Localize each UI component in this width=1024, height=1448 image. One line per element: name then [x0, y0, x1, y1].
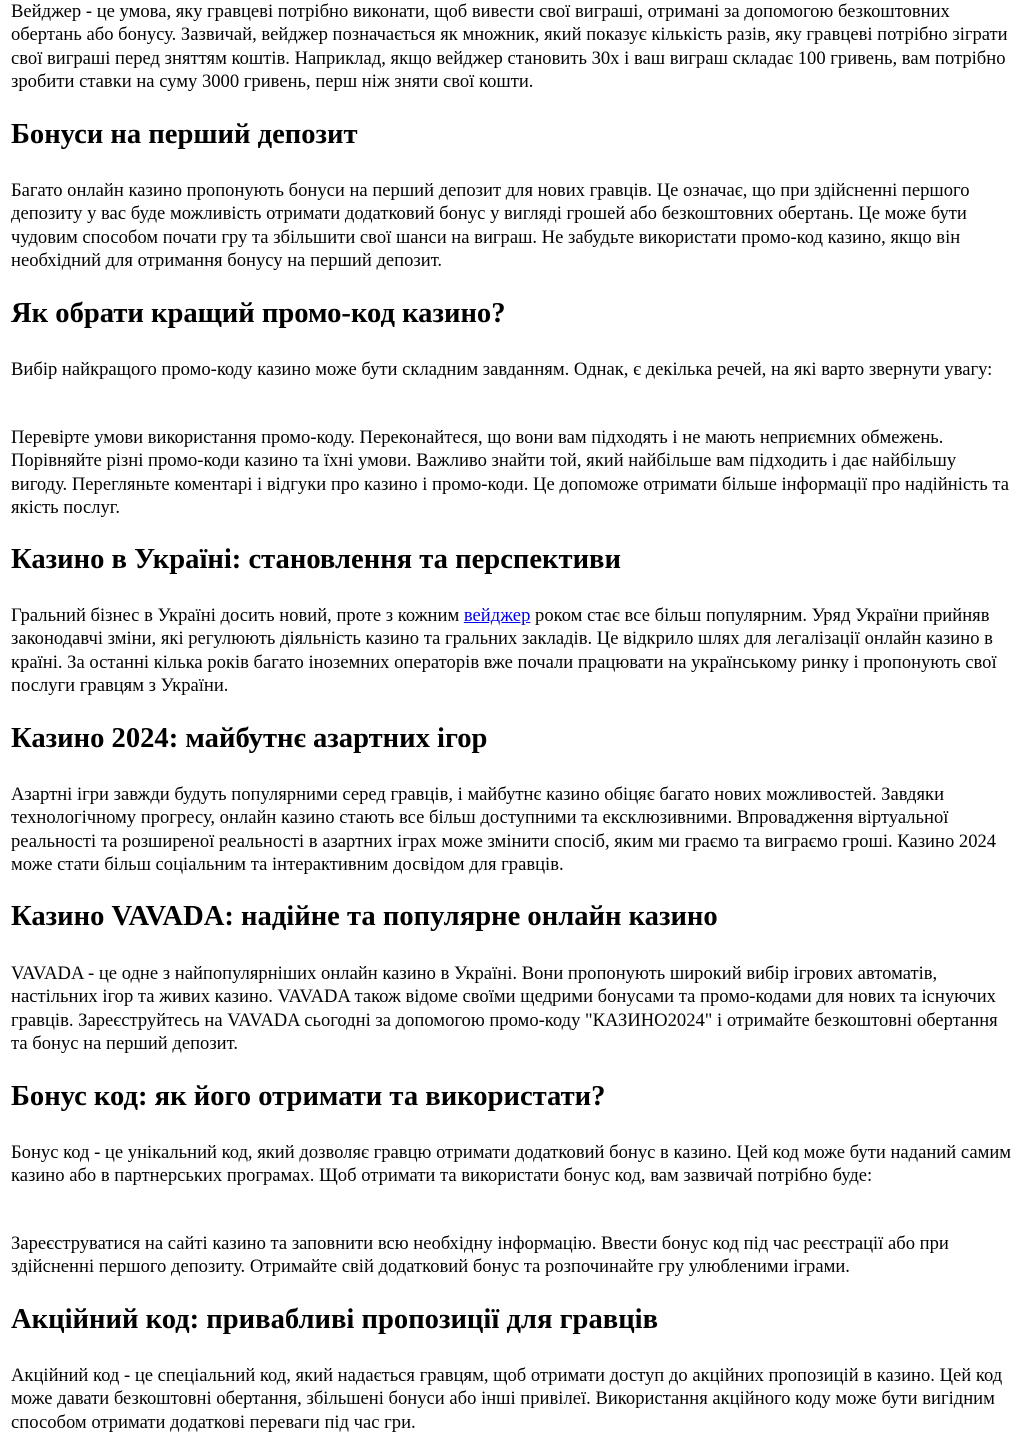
paragraph-first-deposit-bonus: Багато онлайн казино пропонують бонуси на перший депозит для нових гравців. Це означає, що при здійсненні першого депозиту у вас буде можливість отримати додатковий бонус у вигляді грошей або безкоштовних обертань. Це може бути чудовим способом почати гру та збільшити свої шанси на виграш. Не забудьте використати промо-код казино, якщо він необхідний для отримання бонусу на перший депозит.: [11, 180, 970, 272]
heading-casino-ukraine: Казино в Україні: становлення та перспективи: [11, 544, 621, 575]
wager-link[interactable]: вейджер: [463, 605, 531, 626]
paragraph-text-after-link: роком стає все більш популярним. Уряд України прийняв законодавчі зміни, які регулюють діяльність казино та гральних закладів. Це відкрило шлях для легалізації онлайн казино в країні. За останні кілька років багато іноземних операторів вже почали працювати на українському ринку і пропонують свої послуги гравцям з України.: [11, 605, 997, 697]
paragraph-casino-vavada: VAVADA - це одне з найпопулярніших онлайн казино в Україні. Вони пропонують широкий вибір ігрових автоматів, настільних ігор та живих казино. VAVADA також відоме своїми щедрими бонусами та промо-кодами для нових та існуючих гравців. Зареєструйтесь на VAVADA сьогодні за допомогою промо-коду "КАЗИНО2024" і отримайте безкоштовні обертання та бонус на перший депозит.: [11, 963, 998, 1055]
intro-paragraph: Вейджер - це умова, яку гравцеві потрібно виконати, щоб вивести свої виграші, отримані за допомогою безкоштовних обертань або бонусу. Зазвичай, вейджер позначається як множник, який показує кількість разів, яку гравцеві потрібно зіграти свої виграші перед зняттям коштів. Наприклад, якщо вейджер становить 30x і ваш виграш складає 100 гривень, вам потрібно зробити ставки на суму 3000 гривень, перш ніж зняти свої кошти.: [11, 1, 1008, 93]
heading-choose-promo-code: Як обрати кращий промо-код казино?: [11, 298, 506, 329]
paragraph-choose-promo-code-intro: Вибір найкращого промо-коду казино може бути складним завданням. Однак, є декілька речей, на які варто звернути увагу:: [11, 359, 993, 380]
heading-promo-code: Акційний код: привабливі пропозиції для гравців: [11, 1304, 659, 1335]
heading-casino-vavada: Казино VAVADA: надійне та популярне онлайн казино: [11, 901, 718, 932]
heading-bonus-code: Бонус код: як його отримати та використати?: [11, 1081, 606, 1112]
paragraph-text-before-link: Гральний бізнес в Україні досить новий, проте з кожним: [11, 605, 464, 626]
paragraph-casino-2024: Азартні ігри завжди будуть популярними серед гравців, і майбутнє казино обіцяє багато нових можливостей. Завдяки технологічному прогресу, онлайн казино стають все більш доступними та ексклюзивними. Впровадження віртуальної реальності та розширеної реальності в азартних іграх може змінити спосіб, яким ми граємо та виграємо гроші. Казино 2024 може стати більш соціальним та інтерактивним досвідом для гравців.: [11, 784, 997, 876]
paragraph-promo-code: Акційний код - це спеціальний код, який надається гравцям, щоб отримати доступ до акційних пропозицій в казино. Цей код може давати безкоштовні обертання, збільшені бонуси або інші привілеї. Використання акційного коду може бути вигідним способом отримати додаткові переваги під час гри.: [11, 1365, 1003, 1433]
paragraph-bonus-code-intro: Бонус код - це унікальний код, який дозволяє гравцю отримати додатковий бонус в казино. Цей код може бути наданий самим казино або в партнерських програмах. Щоб отримати та використати бонус код, вам зазвичай потрібно буде:: [11, 1142, 1012, 1187]
paragraph-bonus-code-steps: Зареєструватися на сайті казино та заповнити всю необхідну інформацію. Ввести бонус код під час реєстрації або при здійсненні першого депозиту. Отримайте свій додатковий бонус та розпочинайте гру улюбленими іграми.: [11, 1233, 949, 1278]
heading-first-deposit-bonus: Бонуси на перший депозит: [11, 119, 358, 150]
paragraph-casino-ukraine: [11, 604, 1016, 698]
heading-casino-2024: Казино 2024: майбутнє азартних ігор: [11, 723, 488, 754]
paragraph-choose-promo-code-tips: Перевірте умови використання промо-коду. Переконайтеся, що вони вам підходять і не мають неприємних обмежень. Порівняйте різні промо-коди казино та їхні умови. Важливо знайти той, який найбільше вам підходить і дає найбільшу вигоду. Перегляньте коментарі і відгуки про казино і промо-коди. Це допоможе отримати більше інформації про надійність та якість послуг.: [11, 427, 1010, 519]
